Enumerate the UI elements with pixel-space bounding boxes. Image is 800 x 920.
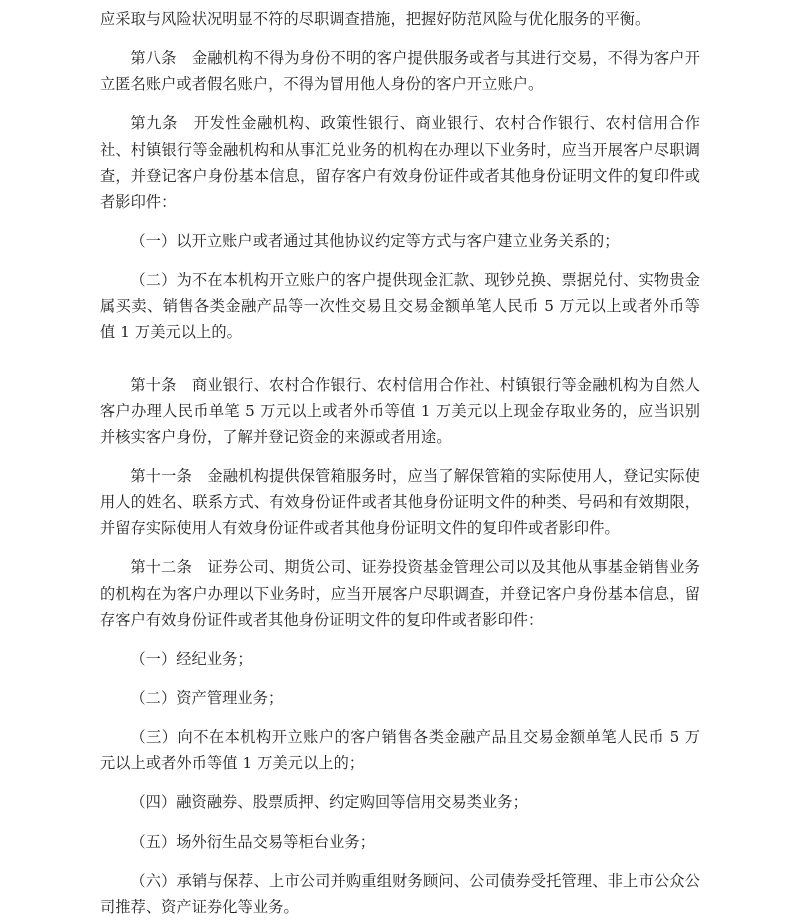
document-text-body [100,6,700,920]
paragraph-article-12-item-2: （二）资产管理业务； [130,688,284,707]
paragraph-article-9-item-1: （一）以开立账户或者通过其他协议约定等方式与客户建立业务关系的； [130,231,620,250]
paragraph-article-8: 第八条 金融机构不得为身份不明的客户提供服务或者与其进行交易，不得为客户开立匿名账户或者假名账户，不得为冒用他人身份的客户开立账户。 [100,49,700,94]
paragraph-lead: 应采取与风险状况明显不符的尽职调查措施，把握好防范风险与优化服务的平衡。 [100,10,651,28]
paragraph-article-12: 第十二条 证券公司、期货公司、证券投资基金管理公司以及其他从事基金销售业务的机构在为客户办理以下业务时，应当开展客户尽职调查，并登记客户身份基本信息，留存客户有效身份证件或者其他身份证明文件的复印件或者影印件： [100,558,700,629]
paragraph-article-12-item-1: （一）经纪业务； [130,649,253,668]
paragraph-article-10: 第十条 商业银行、农村合作银行、农村信用合作社、村镇银行等金融机构为自然人客户办理人民币单笔 5 万元以上或者外币等值 1 万美元以上现金存取业务的，应当识别并核实客户身份，了解并登记资金的来源或者用途。 [100,375,700,446]
paragraph-article-9: 第九条 开发性金融机构、政策性银行、商业银行、农村合作银行、农村信用合作社、村镇银行等金融机构和从事汇兑业务的机构在办理以下业务时，应当开展客户尽职调查，并登记客户身份基本信息，留存客户有效身份证件或者其他身份证明文件的复印件或者影印件： [100,114,700,211]
paragraph-article-11: 第十一条 金融机构提供保管箱服务时，应当了解保管箱的实际使用人，登记实际使用人的姓名、联系方式、有效身份证件或者其他身份证明文件的种类、号码和有效期限，并留存实际使用人有效身份证件或者其他身份证明文件的复印件或者影印件。 [100,466,700,538]
paragraph-article-12-item-3: （三）向不在本机构开立账户的客户销售各类金融产品且交易金额单笔人民币 5 万元以上或者外币等值 1 万美元以上的； [100,728,700,773]
paragraph-article-12-item-4: （四）融资融券、股票质押、约定购回等信用交易类业务； [130,793,528,812]
paragraph-article-12-item-6: （六）承销与保荐、上市公司并购重组财务顾问、公司债券受托管理、非上市公众公司推荐、资产证券化等业务。 [100,871,700,916]
paragraph-article-9-item-2: （二）为不在本机构开立账户的客户提供现金汇款、现钞兑换、票据兑付、实物贵金属买卖、销售各类金融产品等一次性交易且交易金额单笔人民币 5 万元以上或者外币等值 1 万美元以上的。 [100,271,700,342]
paragraph-article-12-item-5: （五）场外衍生品交易等柜台业务； [130,832,375,851]
